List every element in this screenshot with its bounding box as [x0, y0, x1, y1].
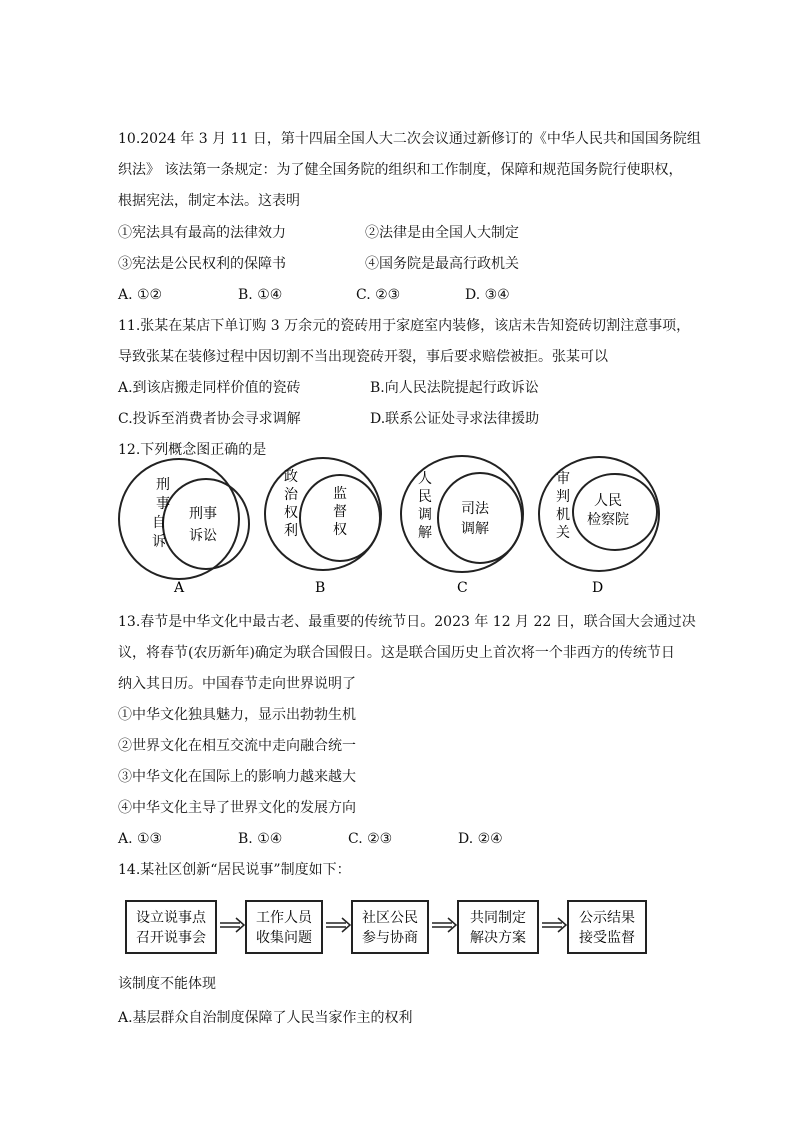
diagram-c-inner-1: 司法: [461, 501, 489, 517]
diagram-a-label: A: [174, 580, 185, 596]
q11-option-b[interactable]: B.向人民法院提起行政诉讼: [370, 380, 539, 396]
q13-option-c[interactable]: C. ②③: [348, 831, 393, 847]
diagram-c-inner-2: 调解: [461, 521, 489, 537]
diagram-b-inner-3: 权: [333, 522, 347, 538]
q13-statement-2: ②世界文化在相互交流中走向融合统一: [118, 738, 356, 754]
diagram-d-outer-2: 判: [556, 489, 570, 505]
flow-step-5: [568, 901, 646, 953]
q12-stem: 12.下列概念图正确的是: [118, 442, 267, 458]
q14-after-text: 该制度不能体现: [118, 976, 216, 992]
q10-statement-3: ③宪法是公民权利的保障书: [118, 256, 286, 272]
diagram-b-inner-2: 督: [333, 504, 347, 520]
diagram-a-outer-2: 事: [156, 496, 170, 512]
diagram-b[interactable]: [265, 458, 381, 596]
q13-statement-1: ①中华文化独具魅力，显示出勃勃生机: [118, 707, 356, 723]
flow-arrow-1: [220, 918, 244, 932]
diagram-d-outer-1: 审: [556, 471, 570, 487]
diagram-c-outer-2: 民: [418, 489, 432, 505]
diagram-b-label: B: [315, 580, 326, 596]
diagram-d-label: D: [592, 580, 604, 596]
q14-flowchart: [118, 895, 658, 960]
q13-statement-3: ③中华文化在国际上的影响力越来越大: [118, 769, 356, 785]
q14-stem: 14.某社区创新“居民说事”制度如下：: [118, 862, 351, 878]
diagram-d-outer-3: 机: [556, 507, 570, 523]
diagram-d-inner-1: 人民: [594, 493, 622, 509]
diagram-a-inner-2: 诉讼: [189, 528, 217, 544]
q11-option-a[interactable]: A.到该店搬走同样价值的瓷砖: [118, 380, 301, 396]
q13-line-1: 13.春节是中华文化中最古老、最重要的传统节日。2023 年 12 月 22 日，联合国大会通过决: [118, 614, 696, 630]
diagram-b-outer-4: 利: [284, 523, 298, 539]
diagram-a[interactable]: [119, 459, 249, 596]
flow-step-5-line-2: 接受监督: [579, 930, 635, 946]
flow-step-3-line-2: 参与协商: [362, 930, 418, 946]
flow-arrow-4: [542, 918, 566, 932]
diagram-a-outer-4: 诉: [152, 534, 166, 550]
q13-option-a[interactable]: A. ①③: [118, 831, 163, 847]
flow-step-2-line-1: 工作人员: [256, 910, 312, 926]
q13-line-2: 议，将春节(农历新年)确定为联合国假日。这是联合国历史上首次将一个非西方的传统节日: [118, 645, 675, 661]
flow-step-1: [126, 901, 216, 953]
flow-step-2: [246, 901, 322, 953]
q10-option-b[interactable]: B. ①④: [238, 287, 283, 303]
flow-arrow-3: [432, 918, 456, 932]
diagram-c[interactable]: [401, 456, 523, 596]
q11-option-c[interactable]: C.投诉至消费者协会寻求调解: [118, 411, 301, 427]
flow-step-1-line-1: 设立说事点: [136, 910, 206, 926]
diagram-b-inner-1: 监: [333, 486, 347, 502]
diagram-b-outer-1: 政: [284, 469, 298, 485]
q10-statement-1: ①宪法具有最高的法律效力: [118, 225, 286, 241]
q10-statement-4: ④国务院是最高行政机关: [365, 256, 519, 272]
diagram-c-outer-4: 解: [418, 525, 432, 541]
q10-statement-2: ②法律是由全国人大制定: [365, 225, 519, 241]
flow-step-4-line-2: 解决方案: [470, 930, 526, 946]
diagram-c-outer-3: 调: [418, 507, 432, 523]
flow-step-5-line-1: 公示结果: [579, 910, 635, 926]
diagram-b-outer-3: 权: [284, 505, 298, 521]
diagram-c-outer-1: 人: [418, 471, 432, 487]
flow-step-4: [458, 901, 538, 953]
diagram-a-outer-3: 自: [152, 515, 166, 531]
flow-step-2-line-2: 收集问题: [256, 930, 312, 946]
q11-line-2: 导致张某在装修过程中因切割不当出现瓷砖开裂，事后要求赔偿被拒。张某可以: [118, 349, 608, 365]
flow-step-3: [352, 901, 428, 953]
diagram-a-inner-1: 刑事: [189, 506, 217, 522]
flow-step-1-line-2: 召开说事会: [136, 930, 206, 946]
q10-option-d[interactable]: D. ③④: [465, 287, 510, 303]
q14-option-a[interactable]: A.基层群众自治制度保障了人民当家作主的权利: [118, 1010, 413, 1026]
diagram-b-outer-2: 治: [284, 487, 298, 503]
diagram-d[interactable]: [539, 457, 659, 596]
q13-line-3: 纳入其日历。中国春节走向世界说明了: [118, 676, 356, 692]
q10-option-a[interactable]: A. ①②: [118, 287, 163, 303]
q10-line-2: 织法》 该法第一条规定：为了健全国务院的组织和工作制度，保障和规范国务院行使职权，: [118, 162, 683, 178]
flow-arrow-2: [326, 918, 350, 932]
flow-step-4-line-1: 共同制定: [470, 910, 526, 926]
q13-option-d[interactable]: D. ②④: [458, 831, 503, 847]
flow-step-3-line-1: 社区公民: [362, 910, 418, 926]
q10-line-1: 10.2024 年 3 月 11 日，第十四届全国人大二次会议通过新修订的《中华人民共和国国务院组: [118, 131, 701, 147]
q11-line-1: 11.张某在某店下单订购 3 万余元的瓷砖用于家庭室内装修，该店未告知瓷砖切割注意事项，: [118, 318, 691, 334]
q10-option-c[interactable]: C. ②③: [356, 287, 401, 303]
q10-line-3: 根据宪法，制定本法。这表明: [118, 193, 300, 209]
diagram-a-outer-1: 刑: [156, 477, 170, 493]
q13-statement-4: ④中华文化主导了世界文化的发展方向: [118, 800, 356, 816]
diagram-d-outer-4: 关: [556, 525, 570, 541]
diagram-d-inner-2: 检察院: [587, 512, 629, 528]
diagram-c-label: C: [457, 580, 468, 596]
q12-concept-diagrams: [110, 450, 690, 605]
q11-option-d[interactable]: D.联系公证处寻求法律援助: [370, 411, 540, 427]
q13-option-b[interactable]: B. ①④: [238, 831, 283, 847]
